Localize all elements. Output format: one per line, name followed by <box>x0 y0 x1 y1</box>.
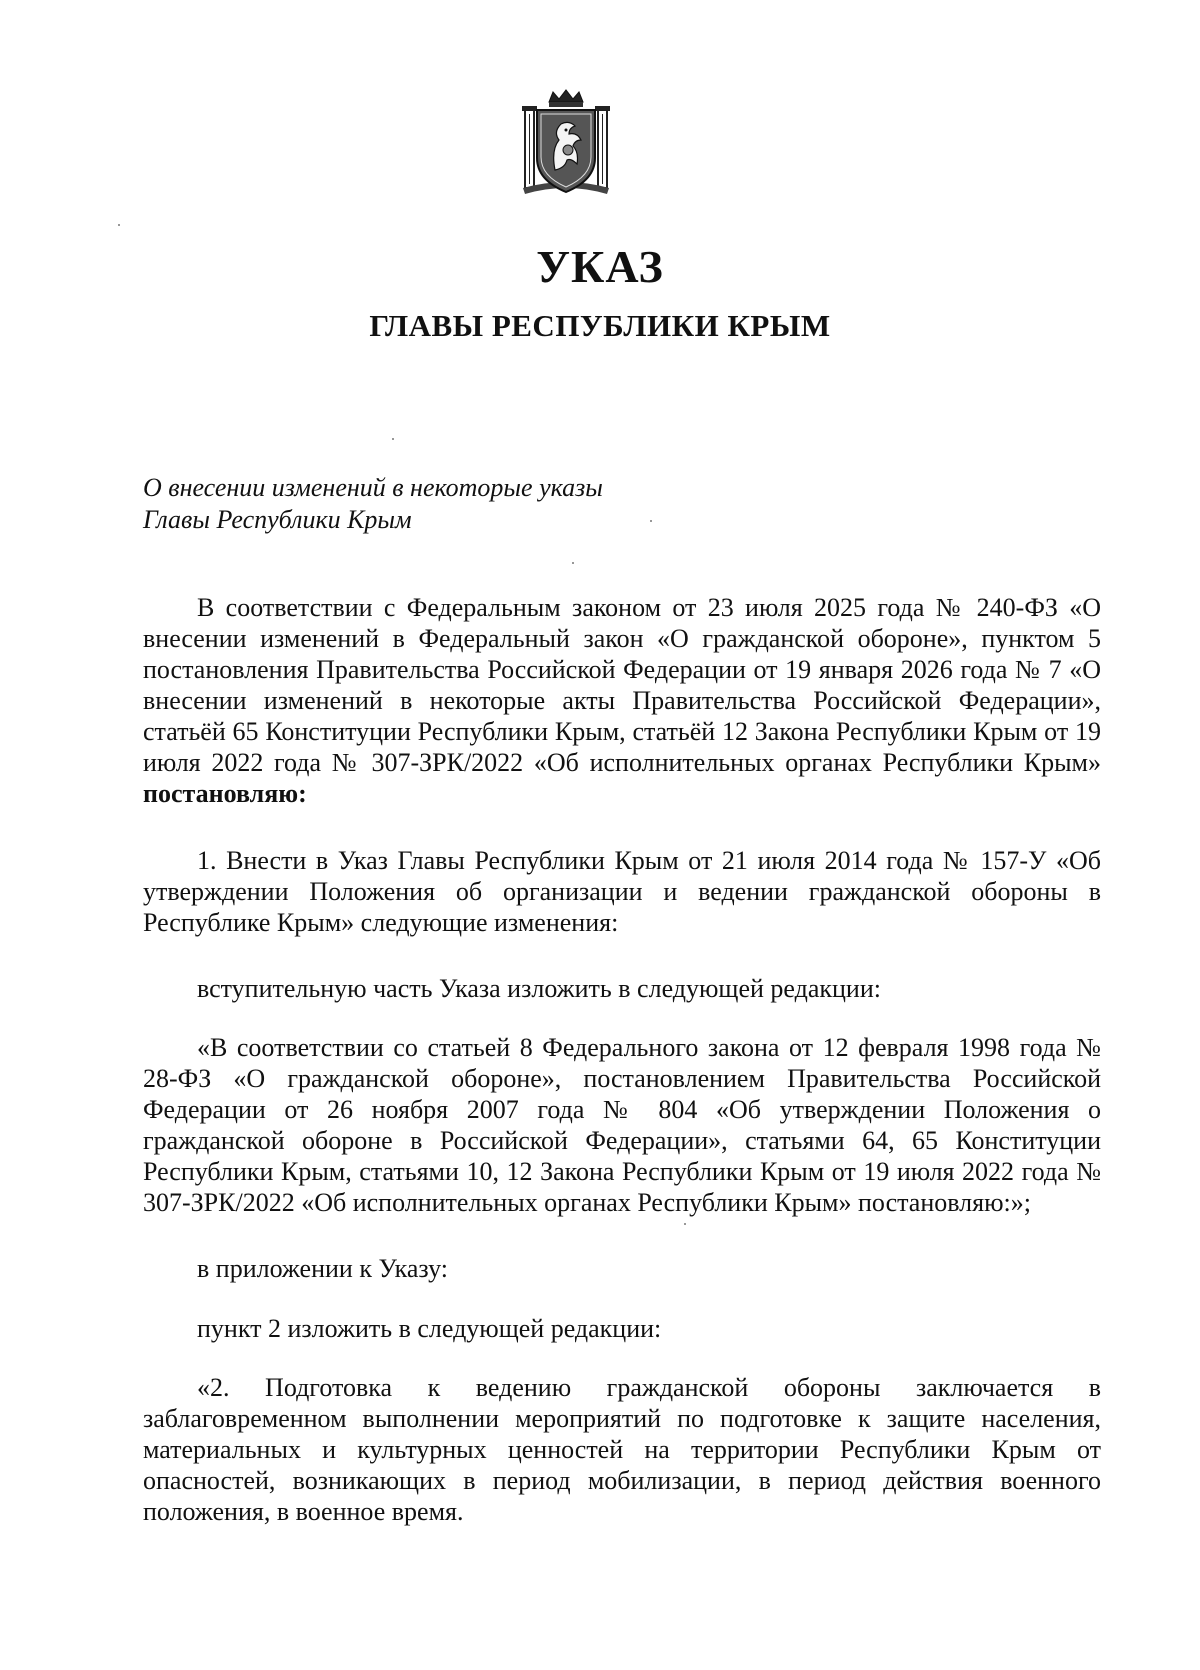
scan-speck <box>392 438 394 440</box>
scan-speck <box>118 224 120 226</box>
decree-word: постановляю: <box>143 779 307 808</box>
intro-part-paragraph: вступительную часть Указа изложить в следующей редакции: <box>197 974 881 1003</box>
document-subtitle: ГЛАВЫ РЕСПУБЛИКИ КРЫМ <box>369 308 831 343</box>
subject-line-2: Главы Республики Крым <box>143 505 412 534</box>
document-title: УКАЗ <box>536 241 664 292</box>
item-1-paragraph: 1. Внести в Указ Главы Республики Крым от 21 июля 2014 года № 157-У «Об утверждении Положения об организации и ведении гражданской обороны в Республике Крым» следующие изменения: <box>143 846 1101 937</box>
point-2-text-paragraph: «2. Подготовка к ведению гражданской обороны заключается в заблаговременном выполнении мероприятий по подготовке к защите населения, материальных и культурных ценностей на территории Республики Крым от опасностей, возникающих в период мобилизации, в период действия военного положения, в военное время. <box>143 1373 1101 1526</box>
crimea-coat-of-arms-icon <box>519 88 613 200</box>
scan-speck <box>684 1223 686 1225</box>
preamble-paragraph <box>143 592 1101 809</box>
document-subject <box>143 472 603 536</box>
subject-line-1: О внесении изменений в некоторые указы <box>143 473 603 502</box>
annex-paragraph: в приложении к Указу: <box>197 1254 448 1283</box>
scan-speck <box>650 520 652 522</box>
new-preamble-paragraph: «В соответствии со статьей 8 Федерального закона от 12 февраля 1998 года № 28-ФЗ «О гражданской обороне», постановлением Правительства Российской Федерации от 26 ноября 2007 года № 804 «Об утверждении Положения о гражданской обороне в Российской Федерации», статьями 64, 65 Конституции Республики Крым, статьями 10, 12 Закона Республики Крым от 19 июля 2022 года № 307-ЗРК/2022 «Об исполнительных органах Республики Крым» постановляю:»; <box>143 1033 1101 1217</box>
scan-speck <box>572 562 574 564</box>
point-2-intro-paragraph: пункт 2 изложить в следующей редакции: <box>197 1314 662 1343</box>
preamble-text: В соответствии с Федеральным законом от 23 июля 2025 года № 240-ФЗ «О внесении изменений в Федеральный закон «О гражданской обороне», пунктом 5 постановления Правительства Российской Федерации от 19 января 2026 года № 7 «О внесении изменений в некоторые акты Правительства Российской Федерации», статьёй 65 Конституции Республики Крым, статьёй 12 Закона Республики Крым от 19 июля 2022 года № 307-ЗРК/2022 «Об исполнительных органах Республики Крым» <box>143 593 1101 777</box>
